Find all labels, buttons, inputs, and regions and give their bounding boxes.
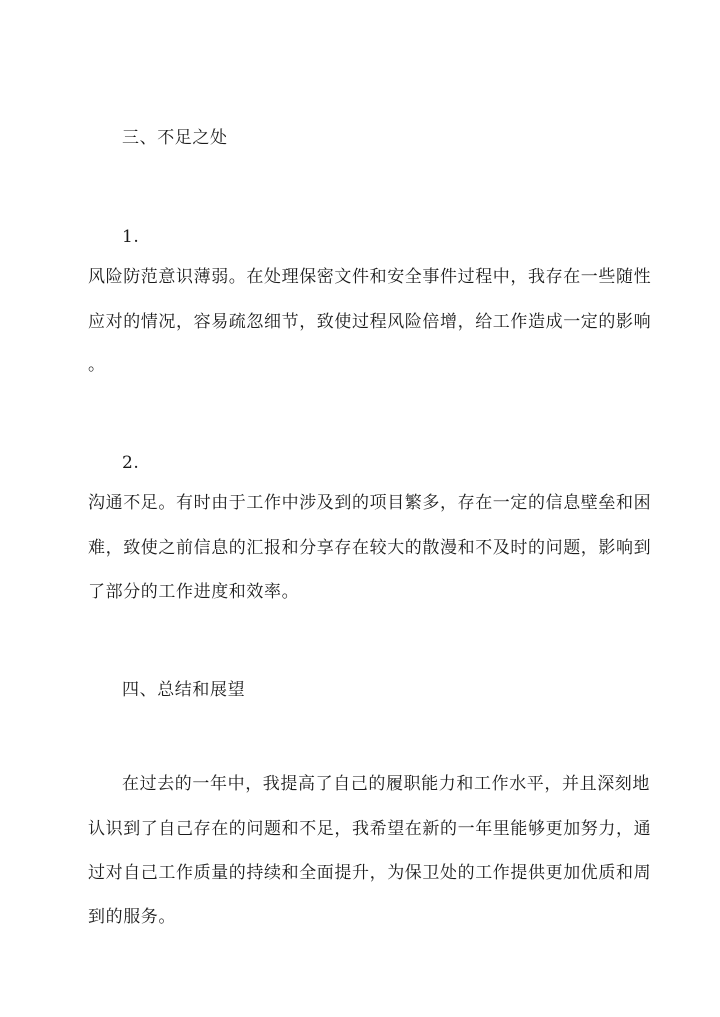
summary-line-1: 在过去的一年中，我提高了自己的履职能力和工作水平，并且深刻地 [122,774,650,794]
summary-line-3: 过对自己工作质量的持续和全面提升，为保卫处的工作提供更加优质和周 [88,863,652,883]
section-heading-summary: 四、总结和展望 [122,680,246,700]
item-2-line-3: 了部分的工作进度和效率。 [88,582,300,602]
summary-line-2: 认识到了自己存在的问题和不足，我希望在新的一年里能够更加努力，通 [88,819,652,839]
summary-line-4: 到的服务。 [88,907,176,927]
item-1-line-2: 应对的情况，容易疏忽细节，致使过程风险倍增，给工作造成一定的影响 [88,312,652,332]
item-2-line-1: 沟通不足。有时由于工作中涉及到的项目繁多，存在一定的信息壁垒和困 [88,493,652,513]
item-number-1: 1. [122,227,140,247]
section-heading-shortcomings: 三、不足之处 [122,128,228,148]
item-1-line-3: 。 [88,355,106,375]
item-number-2: 2. [122,453,140,473]
item-2-line-2: 难，致使之前信息的汇报和分享存在较大的散漫和不及时的问题，影响到 [88,538,652,558]
item-1-line-1: 风险防范意识薄弱。在处理保密文件和安全事件过程中，我存在一些随性 [88,267,652,287]
